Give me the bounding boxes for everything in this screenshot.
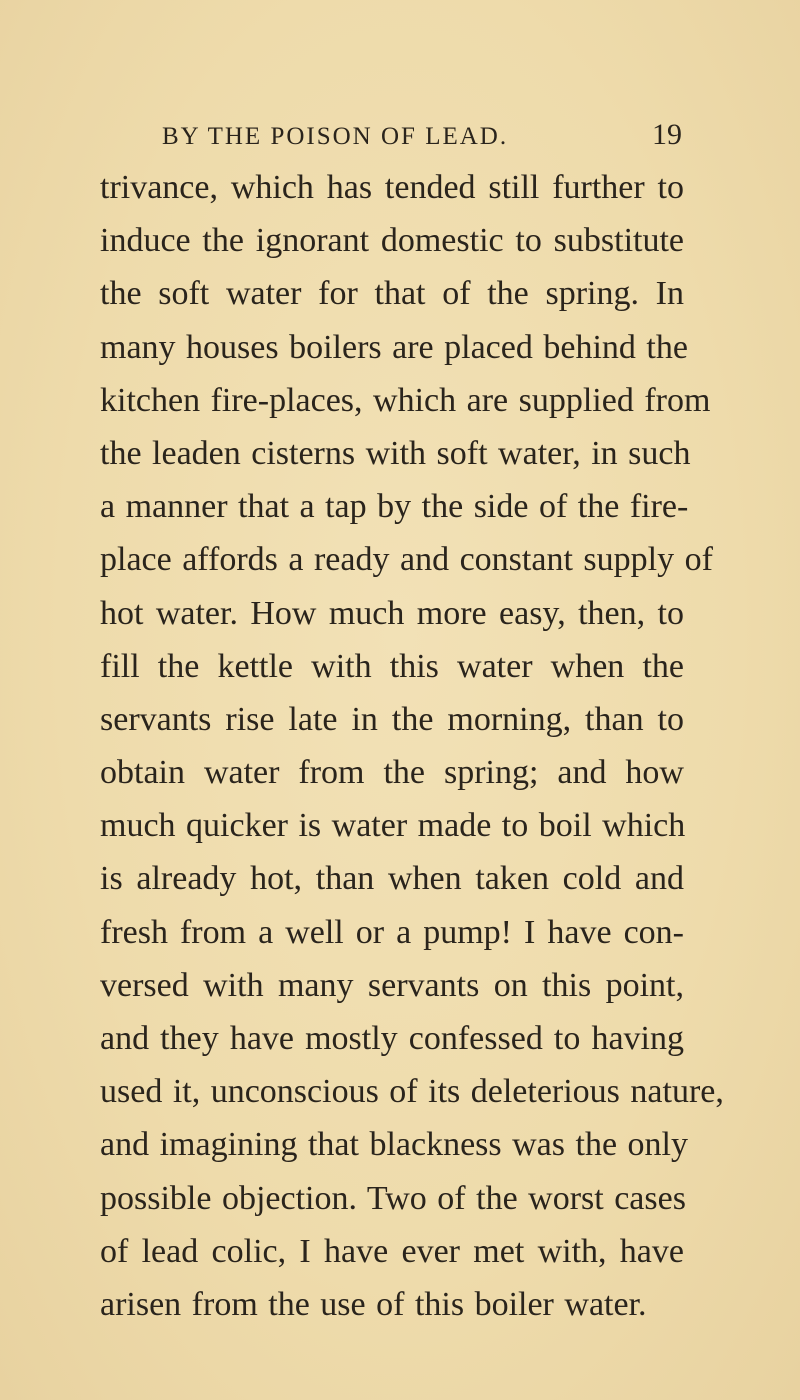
text-line: fill the kettle with this water when the	[100, 647, 684, 685]
text-line: possible objection. Two of the worst cases	[100, 1179, 686, 1217]
running-head	[162, 118, 682, 152]
text-line: of lead colic, I have ever met with, have	[100, 1232, 684, 1270]
text-line: and they have mostly confessed to having	[100, 1020, 684, 1057]
text-line: induce the ignorant domestic to substitute	[100, 222, 684, 260]
text-line: servants rise late in the morning, than to	[100, 700, 684, 738]
text-line: the soft water for that of the spring. In	[100, 275, 684, 313]
text-line: used it, unconscious of its deleterious nature,	[100, 1073, 724, 1111]
running-title: BY THE POISON OF LEAD.	[162, 123, 509, 150]
text-line: a manner that a tap by the side of the fire-	[100, 488, 689, 526]
text-line: arisen from the use of this boiler water.	[100, 1285, 647, 1323]
text-line: the leaden cisterns with soft water, in such	[100, 434, 691, 472]
body-text	[100, 161, 724, 1331]
text-line: fresh from a well or a pump! I have con-	[100, 913, 684, 951]
text-line: kitchen fire-places, which are supplied from	[100, 381, 711, 419]
text-line: place affords a ready and constant supply of	[100, 541, 713, 579]
text-line: trivance, which has tended still further to	[100, 169, 684, 206]
text-line: many houses boilers are placed behind the	[100, 328, 688, 366]
text-line: obtain water from the spring; and how	[100, 754, 684, 792]
page-number: 19	[652, 118, 682, 151]
text-line: much quicker is water made to boil which	[100, 807, 686, 845]
text-line: versed with many servants on this point,	[100, 966, 684, 1004]
text-line: hot water. How much more easy, then, to	[100, 594, 684, 632]
text-line: and imagining that blackness was the only	[100, 1126, 688, 1164]
text-line: is already hot, than when taken cold and	[100, 860, 684, 898]
